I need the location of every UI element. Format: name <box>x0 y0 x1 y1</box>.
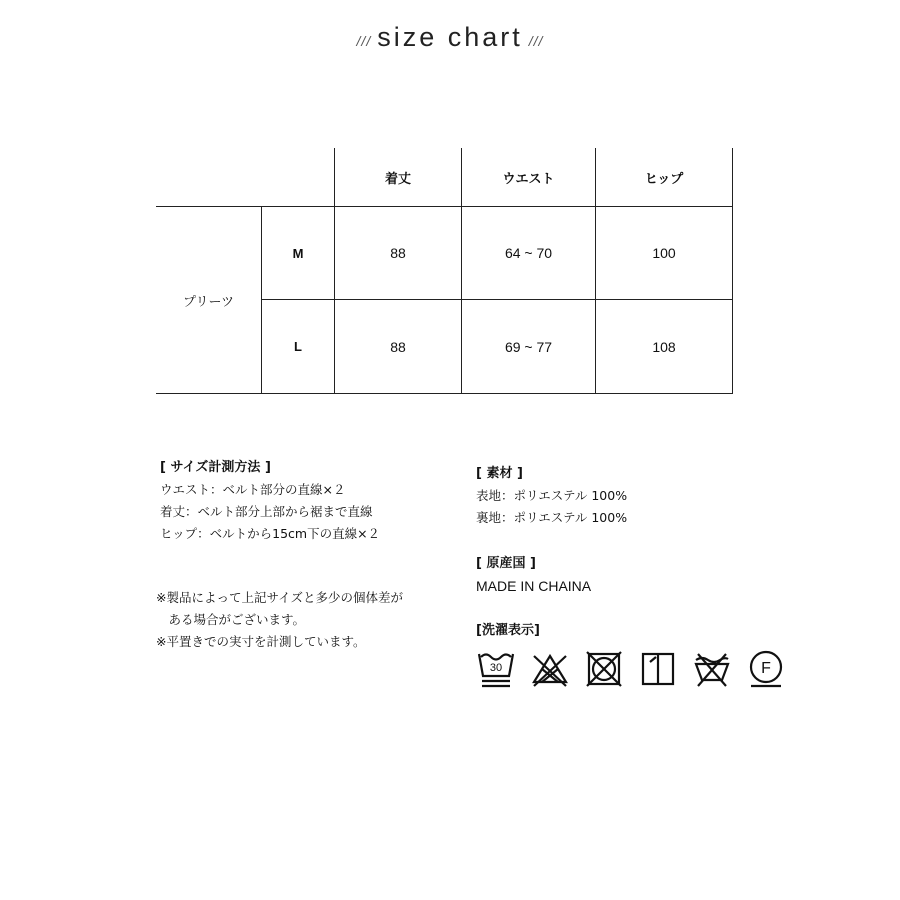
table-cell: 88 <box>390 245 406 261</box>
iron-low-no-icon <box>692 648 732 690</box>
note-line: ※平置きでの実寸を計測しています。 <box>156 634 366 649</box>
column-header-length: 着丈 <box>384 171 411 187</box>
origin-heading: [ 原産国 ] <box>476 556 536 571</box>
note-line: ※製品によって上記サイズと多少の個体差が <box>156 590 403 605</box>
material-line: 裏地：ポリエステル 100% <box>476 510 628 525</box>
table-rule <box>732 148 733 393</box>
dry-clean-f-icon <box>746 648 786 690</box>
wash-30-gentle-icon <box>476 648 516 690</box>
column-header-hip: ヒップ <box>644 171 684 187</box>
table-rule <box>156 393 733 394</box>
no-tumble-dry-icon <box>584 648 624 690</box>
origin-value: MADE IN CHAINA <box>476 578 592 594</box>
measure-line: ヒップ：ベルトから15cm下の直線×２ <box>160 526 381 541</box>
care-icons <box>476 648 786 690</box>
notes-section <box>156 587 403 653</box>
care-heading: [洗濯表示] <box>476 623 540 638</box>
measure-section <box>160 457 380 545</box>
material-section <box>476 463 627 529</box>
wash-temp-label: 30 <box>489 662 503 674</box>
table-cell: 88 <box>390 338 406 355</box>
table-cell: 69 ~ 77 <box>504 338 553 355</box>
title-text: size chart <box>377 22 523 52</box>
title-right-deco: /// <box>528 33 544 49</box>
measure-heading: [ サイズ計測方法 ] <box>160 460 271 475</box>
no-bleach-icon <box>530 648 570 690</box>
dry-clean-label: F <box>761 660 771 677</box>
care-section <box>476 620 540 642</box>
note-line: ある場合がございます。 <box>156 612 306 627</box>
table-cell: 64 ~ 70 <box>504 245 553 261</box>
material-heading: [ 素材 ] <box>476 466 523 481</box>
measure-line: 着丈：ベルト部分上部から裾まで直線 <box>160 504 373 519</box>
measure-line: ウエスト：ベルト部分の直線×２ <box>160 482 346 497</box>
material-line: 表地：ポリエステル 100% <box>476 488 628 503</box>
column-header-waist: ウエスト <box>502 171 555 187</box>
size-label-l: L <box>294 339 302 354</box>
origin-section <box>476 553 591 597</box>
size-label-m: M <box>292 245 304 261</box>
table-cell: 100 <box>652 245 676 261</box>
title-left-deco: /// <box>356 33 372 49</box>
item-label: プリーツ <box>183 294 234 310</box>
table-cell: 108 <box>652 338 676 355</box>
line-dry-icon <box>638 648 678 690</box>
